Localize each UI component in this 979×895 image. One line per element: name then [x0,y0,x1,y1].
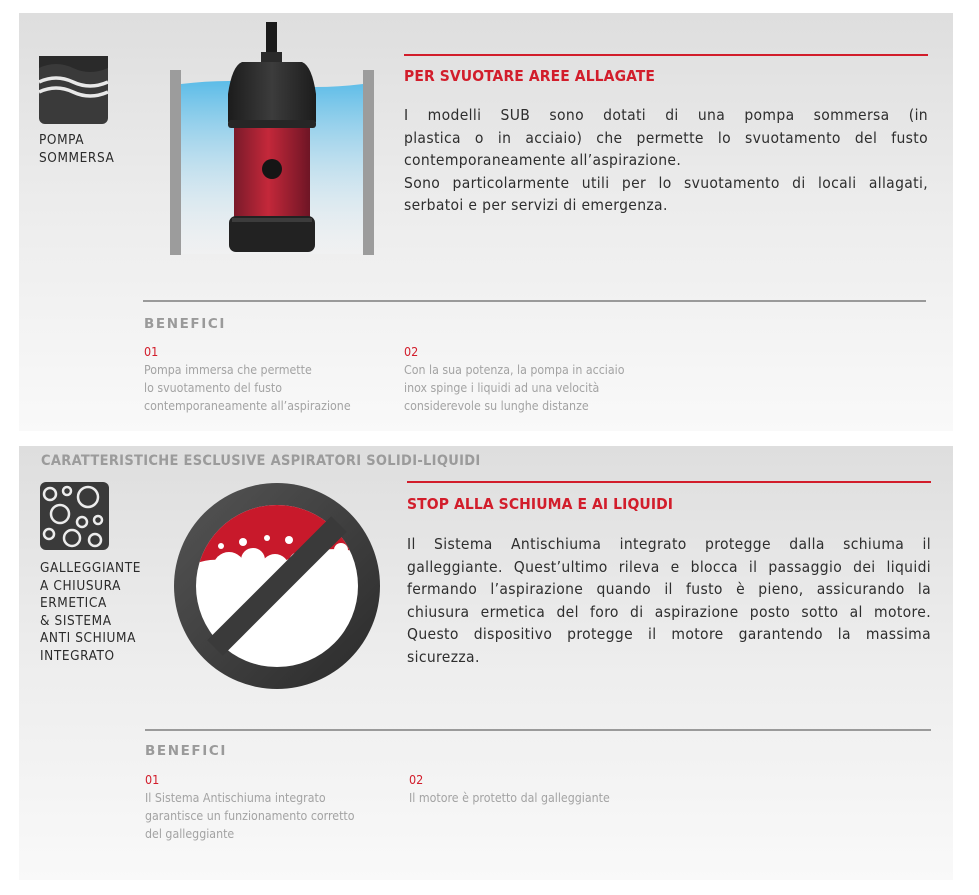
badge-label-galleggiante: GALLEGGIANTE A CHIUSURA ERMETICA & SISTEMA ANTI SCHIUMA INTEGRATO [40,560,142,664]
water-level-icon [39,56,108,124]
benefit-text: Pompa immersa che permette lo svuotamento del fusto contemporaneamente all’aspirazione [144,363,351,413]
section-heading: STOP ALLA SCHIUMA E AI LIQUIDI [407,495,674,513]
benefit-number: 01 [144,344,159,359]
section-heading: PER SVUOTARE AREE ALLAGATE [404,67,656,85]
benefit-number: 02 [404,344,419,359]
benefits-title: BENEFICI [144,316,227,332]
benefits-rule [145,729,931,731]
heading-rule [404,54,928,56]
section-description: I modelli SUB sono dotati di una pompa sommersa (in plastica o in acciaio) che permette lo svuotamento del fusto contemporaneamente all’aspirazione. Sono particolarmente utili per lo svuotamento di locali allagati, serbatoi e per servizi di emergenza. [404,106,928,214]
benefit-item [144,344,351,415]
benefit-item [145,772,355,843]
no-foam-prohibition-illustration [171,480,383,692]
benefit-text: Il motore è protetto dal galleggiante [409,791,610,805]
benefit-number: 01 [145,772,160,787]
benefits-rule [143,300,926,302]
exclusive-features-title: CARATTERISTICHE ESCLUSIVE ASPIRATORI SOLIDI-LIQUIDI [41,453,481,469]
heading-rule [407,481,931,483]
badge-label-pompa-sommersa: POMPA SOMMERSA [39,132,115,166]
bubbles-icon [40,482,109,550]
benefits-title: BENEFICI [145,743,228,759]
benefit-item [404,344,625,415]
benefit-number: 02 [409,772,424,787]
benefit-text: Il Sistema Antischiuma integrato garantisce un funzionamento corretto del galleggiante [145,791,355,841]
section-description: Il Sistema Antischiuma integrato protegge dalla schiuma il galleggiante. Quest’ultimo rileva e blocca il passaggio dei liquidi fermando l’aspirazione quando il fusto è pieno, assicurando la chiusura ermetica del foro di aspirazione posto sotto al motore. Questo dispositivo protegge il motore garantendo la massima sicurezza. [407,535,931,666]
benefit-text: Con la sua potenza, la pompa in acciaio inox spinge i liquidi ad una velocità considerevole su lunghe distanze [404,363,625,413]
submersible-pump-illustration [170,22,375,260]
benefit-item [409,772,610,808]
